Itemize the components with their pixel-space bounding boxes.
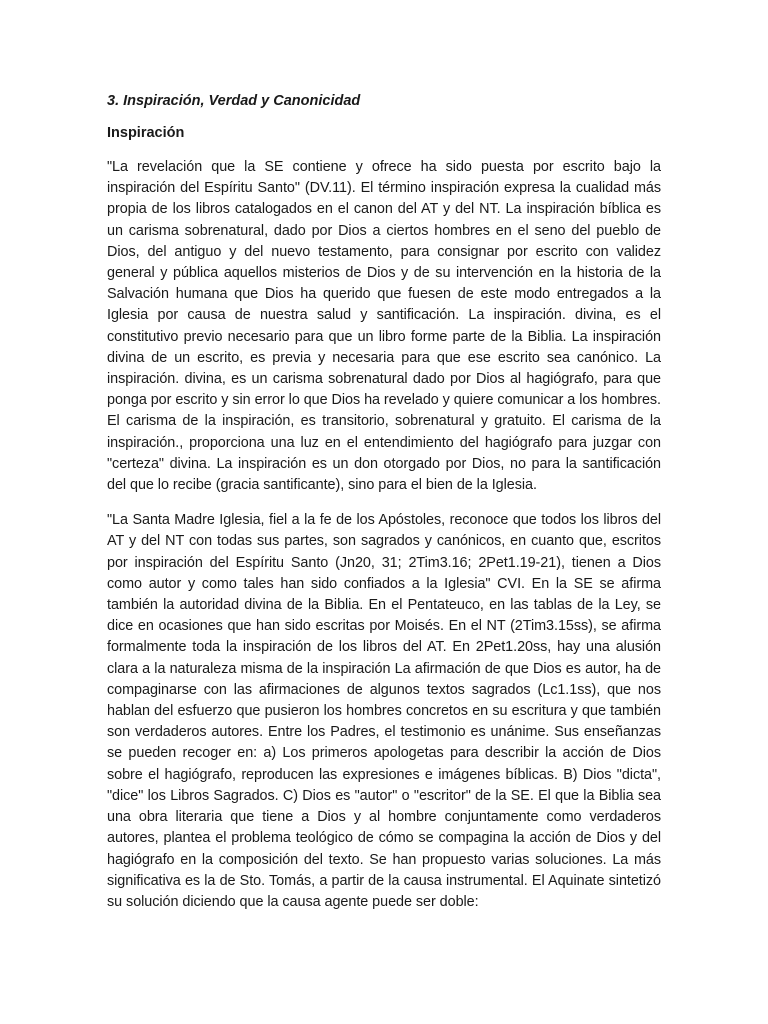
paragraph-iglesia: "La Santa Madre Iglesia, fiel a la fe de los Apóstoles, reconoce que todos los libros del AT y del NT con todas sus partes, son sagrados y canónicos, en cuanto que, escritos por inspiración del Espíritu Santo (Jn20, 31; 2Tim3.16; 2Pet1.19-21), tienen a Dios como autor y como tales han sido confiados a la Iglesia" CVI. En la SE se afirma también la autoridad divina de la Biblia. En el Pentateuco, en las tablas de la Ley, se dice en ocasiones que han sido escritas por Moisés. En el NT (2Tim3.15ss), se afirma formalmente toda la inspiración de los libros del AT. En 2Pet1.20ss, hay una alusión clara a la naturaleza misma de la inspiración La afirmación de que Dios es autor, ha de compaginarse con las afirmaciones de algunos textos sagrados (Lc1.1ss), que nos hablan del esfuerzo que pusieron los hombres concretos en su escritura y que también son verdaderos autores. Entre los Padres, el testimonio es unánime. Sus enseñanzas se pueden recoger en: a) Los primeros apologetas para describir la acción de Dios sobre el hagiógrafo, reproducen las expresiones e imágenes bíblicas. B) Dios "dicta", "dice" los Libros Sagrados. C) Dios es "autor" o "escritor" de la SE. El que la Biblia sea una obra literaria que tiene a Dios y al hombre conjuntamente como verdaderos autores, plantea el problema teológico de cómo se compagina la acción de Dios y del hagiógrafo en la composición del texto. Se han propuesto varias soluciones. La más significativa es la de Sto. Tomás, a partir de la causa instrumental. El Aquinate sintetizó su solución diciendo que la causa agente puede ser doble: [107, 512, 661, 910]
paragraph-inspiracion: "La revelación que la SE contiene y ofrece ha sido puesta por escrito bajo la inspiración del Espíritu Santo" (DV.11). El término inspiración expresa la cualidad más propia de los libros catalogados en el canon del AT y del NT. La inspiración bíblica es un carisma sobrenatural, dado por Dios a ciertos hombres en el seno del pueblo de Dios, del antiguo y del nuevo testamento, para consignar por escrito con validez general y pública aquellos misterios de Dios y de su intervención en la historia de la Salvación humana que Dios ha querido que fuesen de este modo entregados a la Iglesia por causa de nuestra salud y santificación. La inspiración. divina, es el constitutivo previo necesario para que un libro forme parte de la Biblia. La inspiración divina de un escrito, es previa y necesaria para que ese escrito sea canónico. La inspiración. divina, es un carisma sobrenatural dado por Dios al hagiógrafo, para que ponga por escrito y sin error lo que Dios ha revelado y quiere comunicar a los hombres. El carisma de la inspiración, es transitorio, sobrenatural y gratuito. El carisma de la inspiración., proporciona una luz en el entendimiento del hagiógrafo para juzgar con "certeza" divina. La inspiración es un don otorgado por Dios, no para la santificación del que lo recibe (gracia santificante), sino para el bien de la Iglesia. [107, 159, 661, 494]
section-title: 3. Inspiración, Verdad y Canonicidad [107, 93, 361, 109]
subsection-title: Inspiración [107, 125, 185, 141]
